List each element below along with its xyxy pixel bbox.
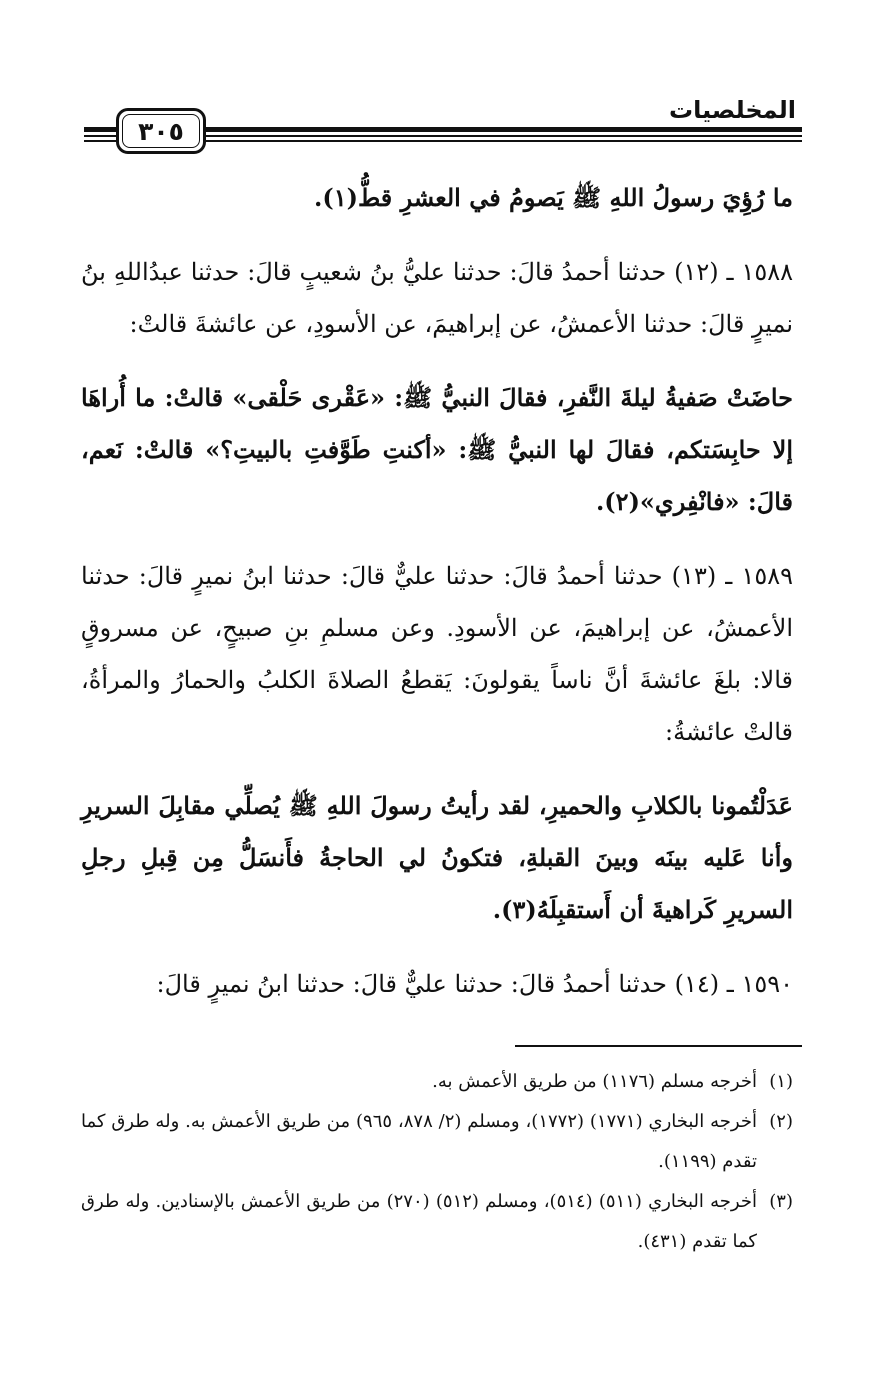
footnote-1: [81, 1062, 793, 1102]
page-body: [81, 172, 793, 1010]
page-header: [84, 94, 802, 160]
paragraph-gap: [81, 224, 793, 246]
hadith-matn-1589: عَدَلْتُمونا بالكلابِ والحميرِ، لقد رأيتُ رسولَ اللهِ ﷺ يُصلِّي مقابِلَ السريرِ وأنا عَليه بينَه وبينَ القبلةِ، فتكونُ لي الحاجةُ فأَنسَلُّ مِن قِبلِ رجلِ السريرِ كَراهيةَ أن أَستقبِلَهُ(٣).: [81, 791, 793, 924]
footnote-text: أخرجه مسلم (١١٧٦) من طريق الأعمش به.: [432, 1071, 757, 1092]
footnote-marker: (٣): [769, 1191, 793, 1212]
hadith-isnad-1589: ١٥٨٩ ـ (١٣) حدثنا أحمدُ قالَ: حدثنا عليٌّ قالَ: حدثنا ابنُ نميرٍ قالَ: حدثنا الأعمشُ، عن إبراهيمَ، عن الأسودِ. وعن مسلمِ بنِ صبيحٍ، عن مسروقٍ قالا: بلغَ عائشةَ أنَّ ناساً يقولونَ: يَقطعُ الصلاةَ الكلبُ والحمارُ والمرأةُ، قالتْ عائشةُ:: [81, 562, 793, 746]
footnote-marker: (١): [769, 1071, 793, 1092]
page-number: ٣٠٥: [138, 116, 184, 146]
footnote-3: [81, 1182, 793, 1262]
footnote-2: [81, 1102, 793, 1182]
paragraph-gap: [81, 758, 793, 780]
book-title: المخلصيات: [669, 96, 796, 124]
hadith-matn-1588: حاضَتْ صَفيةُ ليلةَ النَّفرِ، فقالَ النبيُّ ﷺ: «عَقْرى حَلْقى» قالتْ: ما أُراهَا إلا حابِسَتكم، فقالَ لها النبيُّ ﷺ: «أكنتِ طَوَّفتِ بالبيتِ؟» قالتْ: نَعم، قالَ: «فانْفِري»(٢).: [81, 383, 793, 516]
hadith-isnad-1590: ١٥٩٠ ـ (١٤) حدثنا أحمدُ قالَ: حدثنا عليٌّ قالَ: حدثنا ابنُ نميرٍ قالَ:: [156, 970, 793, 998]
hadith-isnad-1588: ١٥٨٨ ـ (١٢) حدثنا أحمدُ قالَ: حدثنا عليُّ بنُ شعيبٍ قالَ: حدثنا عبدُاللهِ بنُ نميرٍ قالَ: حدثنا الأعمشُ، عن إبراهيمَ، عن الأسودِ، عن عائشةَ قالتْ:: [81, 258, 794, 338]
footnotes: [81, 1062, 793, 1262]
footnote-marker: (٢): [769, 1111, 793, 1132]
hadith-matn-1587: ما رُؤِيَ رسولُ اللهِ ﷺ يَصومُ في العشرِ قطُّ(١).: [314, 183, 793, 212]
footnote-separator: [515, 1045, 802, 1047]
paragraph-gap: [81, 936, 793, 958]
page-number-frame: [116, 108, 206, 154]
footnote-text: أخرجه البخاري (٥١١) (٥١٤)، ومسلم (٥١٢) (٢٧٠) من طريق الأعمش بالإسنادين. وله طرق كما تقدم (٤٣١).: [81, 1191, 757, 1252]
paragraph-gap: [81, 350, 793, 372]
paragraph-gap: [81, 528, 793, 550]
footnote-text: أخرجه البخاري (١٧٧١) (١٧٧٢)، ومسلم (٢/ ٨٧٨، ٩٦٥) من طريق الأعمش به. وله طرق كما تقدم (١١٩٩).: [81, 1111, 757, 1172]
